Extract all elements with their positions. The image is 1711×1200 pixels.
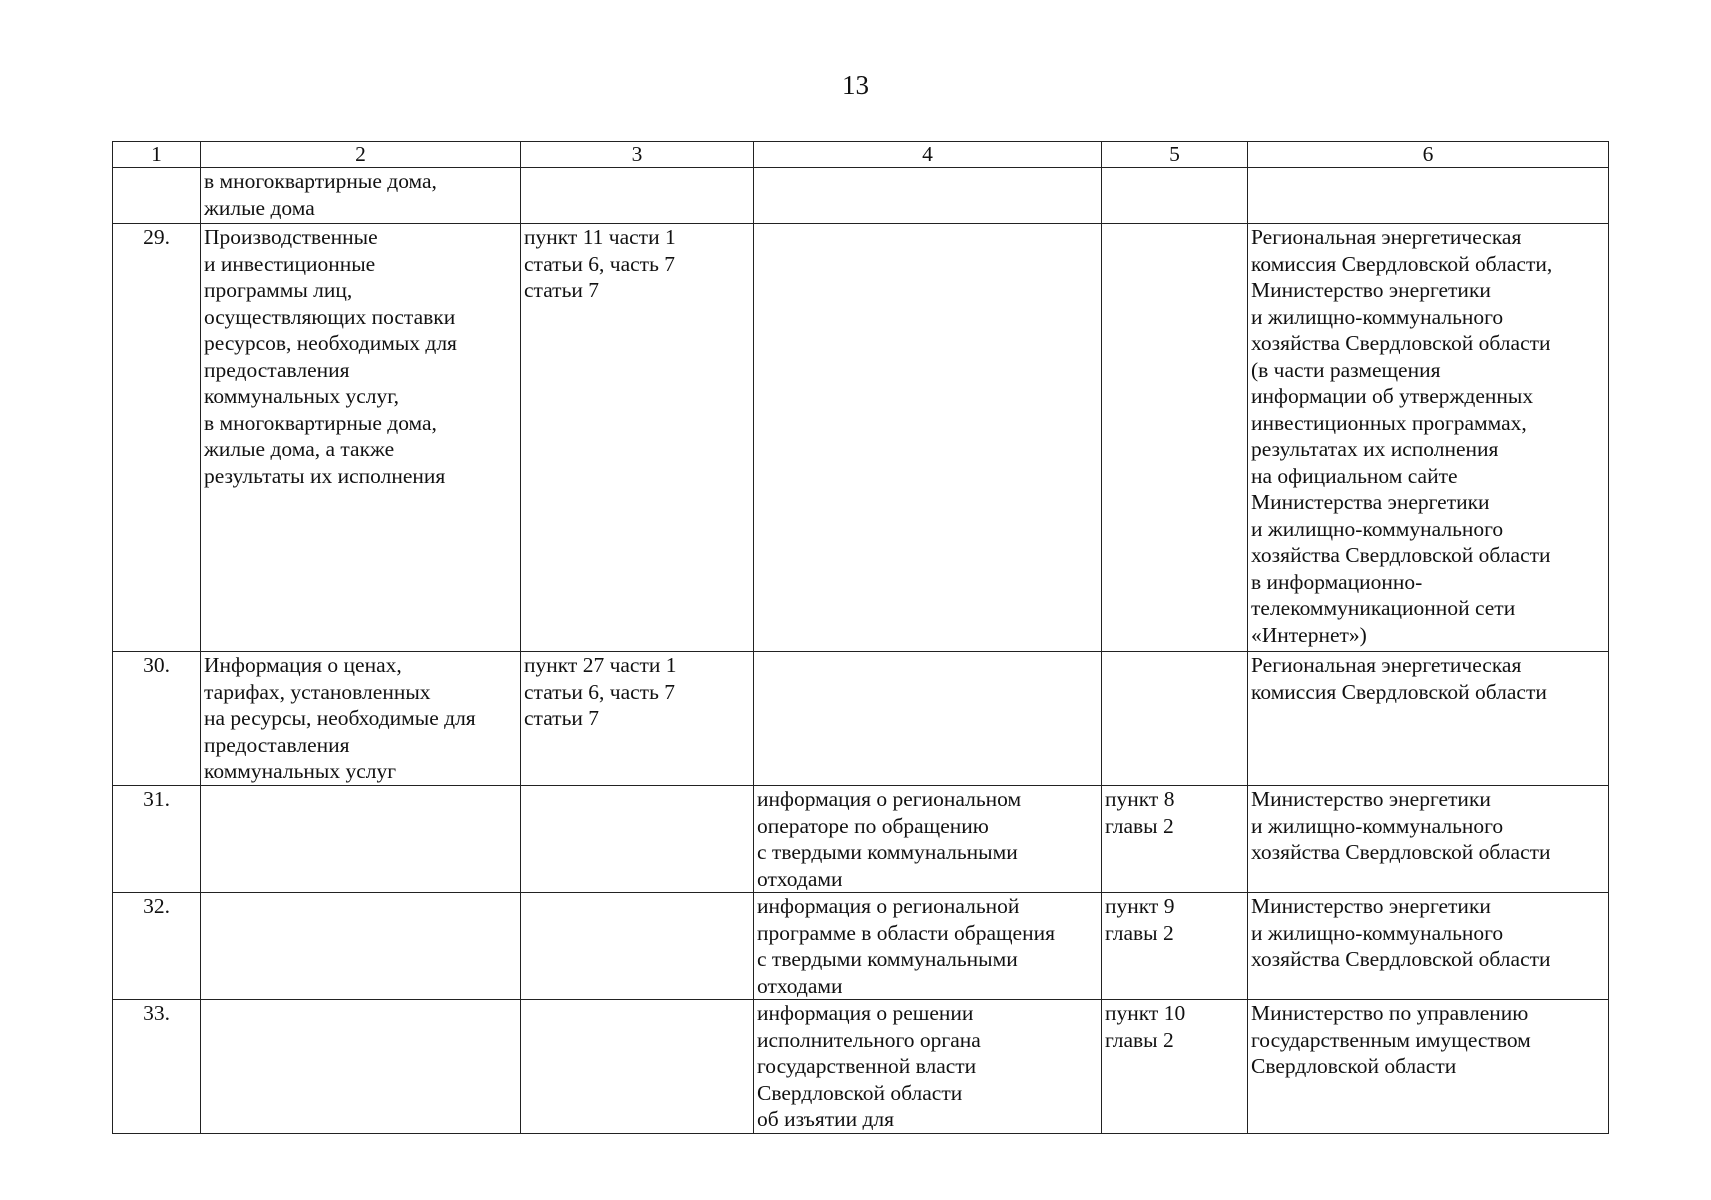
information-type-cell	[201, 893, 521, 1000]
chapter-reference-cell	[1102, 224, 1248, 652]
responsible-body-cell	[1248, 168, 1609, 224]
column-header: 2	[201, 142, 521, 168]
law-reference-cell	[521, 168, 754, 224]
information-type-cell: Производственные и инвестиционные программы лиц, осуществляющих поставки ресурсов, необходимых для предоставления коммунальных услуг, в многоквартирные дома, жилые дома, а также результаты их исполнения	[201, 224, 521, 652]
table-row	[113, 893, 1609, 1000]
column-header: 3	[521, 142, 754, 168]
law-reference-cell: пункт 11 части 1 статьи 6, часть 7 статьи 7	[521, 224, 754, 652]
page-number: 13	[842, 70, 869, 100]
column-header: 5	[1102, 142, 1248, 168]
information-cell	[754, 168, 1102, 224]
row-number-cell: 31.	[113, 786, 201, 893]
table-row	[113, 1000, 1609, 1134]
table-row	[113, 168, 1609, 224]
law-reference-cell	[521, 1000, 754, 1134]
table-row	[113, 224, 1609, 652]
law-reference-cell	[521, 786, 754, 893]
chapter-reference-cell: пункт 10 главы 2	[1102, 1000, 1248, 1134]
chapter-reference-cell	[1102, 168, 1248, 224]
document-table	[112, 141, 1609, 1134]
table-row	[113, 652, 1609, 786]
information-type-cell	[201, 1000, 521, 1134]
law-reference-cell: пункт 27 части 1 статьи 6, часть 7 статьи 7	[521, 652, 754, 786]
responsible-body-cell: Министерство энергетики и жилищно-коммунального хозяйства Свердловской области	[1248, 786, 1609, 893]
row-number-cell: 29.	[113, 224, 201, 652]
information-cell: информация о региональной программе в области обращения с твердыми коммунальными отходами	[754, 893, 1102, 1000]
row-number-cell: 33.	[113, 1000, 201, 1134]
information-cell: информация о решении исполнительного органа государственной власти Свердловской области об изъятии для	[754, 1000, 1102, 1134]
information-cell	[754, 652, 1102, 786]
chapter-reference-cell: пункт 9 главы 2	[1102, 893, 1248, 1000]
table-header-row	[113, 142, 1609, 168]
column-header: 1	[113, 142, 201, 168]
information-type-cell: в многоквартирные дома, жилые дома	[201, 168, 521, 224]
row-number-cell: 30.	[113, 652, 201, 786]
law-reference-cell	[521, 893, 754, 1000]
chapter-reference-cell	[1102, 652, 1248, 786]
row-number-cell: 32.	[113, 893, 201, 1000]
responsible-body-cell: Региональная энергетическая комиссия Свердловской области	[1248, 652, 1609, 786]
responsible-body-cell: Министерство по управлению государственным имуществом Свердловской области	[1248, 1000, 1609, 1134]
information-type-cell	[201, 786, 521, 893]
row-number-cell	[113, 168, 201, 224]
column-header: 6	[1248, 142, 1609, 168]
chapter-reference-cell: пункт 8 главы 2	[1102, 786, 1248, 893]
responsible-body-cell: Министерство энергетики и жилищно-коммунального хозяйства Свердловской области	[1248, 893, 1609, 1000]
information-cell: информация о региональном операторе по обращению с твердыми коммунальными отходами	[754, 786, 1102, 893]
responsible-body-cell: Региональная энергетическая комиссия Свердловской области, Министерство энергетики и жилищно-коммунального хозяйства Свердловской области (в части размещения информации об утвержденных инвестиционных программах, результатах их исполнения на официальном сайте Министерства энергетики и жилищно-коммунального хозяйства Свердловской области в информационно- телекоммуникационной сети «Интернет»)	[1248, 224, 1609, 652]
column-header: 4	[754, 142, 1102, 168]
table-row	[113, 786, 1609, 893]
information-type-cell: Информация о ценах, тарифах, установленных на ресурсы, необходимые для предоставления коммунальных услуг	[201, 652, 521, 786]
information-cell	[754, 224, 1102, 652]
